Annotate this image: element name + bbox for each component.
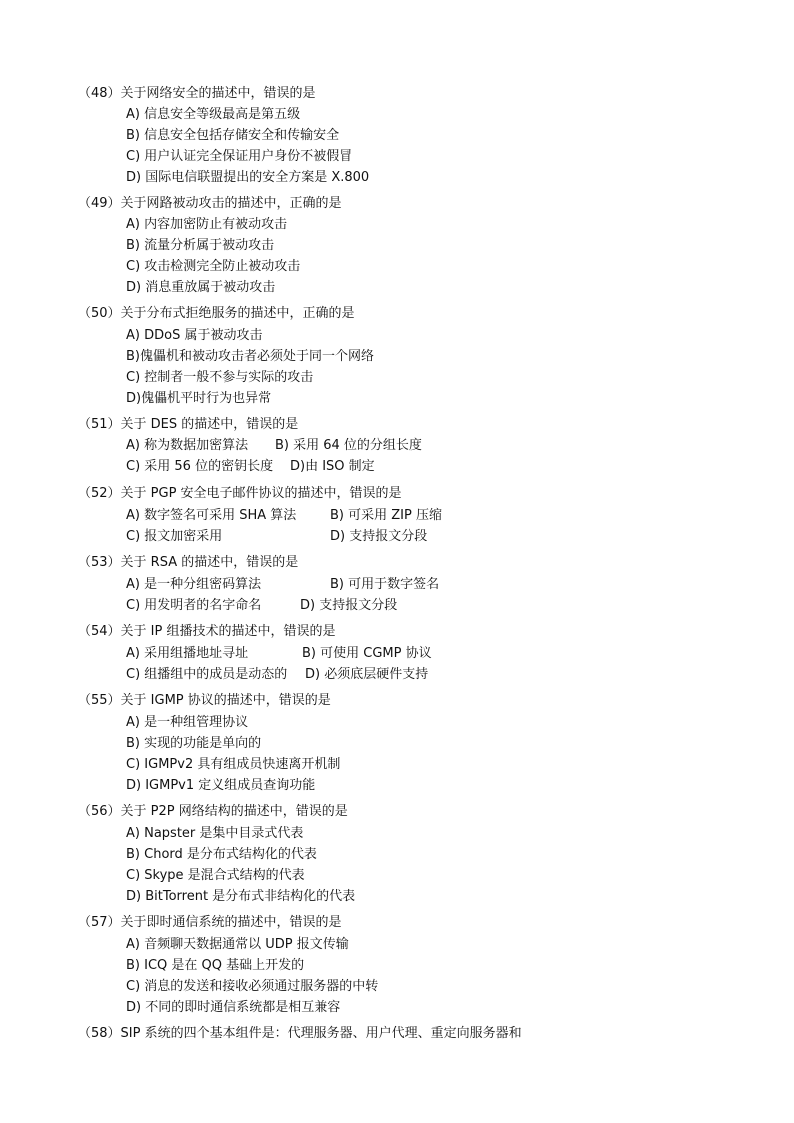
question-56-option-d: D) BitTorrent 是分布式非结构化的代表 bbox=[126, 889, 356, 904]
question-48-option-c: C) 用户认证完全保证用户身份不被假冒 bbox=[126, 149, 353, 164]
question-51-option-a: A) 称为数据加密算法 bbox=[126, 438, 249, 453]
question-53-option-c: C) 用发明者的名字命名 bbox=[126, 598, 262, 613]
question-51-stem: （51）关于 DES 的描述中，错误的是 bbox=[78, 417, 299, 432]
question-49-option-a: A) 内容加密防止有被动攻击 bbox=[126, 217, 288, 232]
question-54-option-b: B) 可使用 CGMP 协议 bbox=[302, 646, 432, 661]
question-57-option-d: D) 不同的即时通信系统都是相互兼容 bbox=[126, 1000, 341, 1015]
question-50-option-d: D)傀儡机平时行为也异常 bbox=[126, 391, 272, 406]
question-57-option-c: C) 消息的发送和接收必须通过服务器的中转 bbox=[126, 979, 379, 994]
question-52-option-a: A) 数字签名可采用 SHA 算法 bbox=[126, 508, 297, 523]
question-57-stem: （57）关于即时通信系统的描述中，错误的是 bbox=[78, 915, 342, 930]
question-56-option-a: A) Napster 是集中目录式代表 bbox=[126, 826, 304, 841]
question-56-option-b: B) Chord 是分布式结构化的代表 bbox=[126, 847, 317, 862]
question-49-option-c: C) 攻击检测完全防止被动攻击 bbox=[126, 259, 301, 274]
question-55-option-d: D) IGMPv1 定义组成员查询功能 bbox=[126, 778, 316, 793]
question-48-stem: （48）关于网络安全的描述中，错误的是 bbox=[78, 86, 316, 101]
question-48-option-a: A) 信息安全等级最高是第五级 bbox=[126, 107, 301, 122]
question-53-option-b: B) 可用于数字签名 bbox=[330, 577, 440, 592]
question-55-option-b: B) 实现的功能是单向的 bbox=[126, 736, 262, 751]
question-51-option-b: B) 采用 64 位的分组长度 bbox=[275, 438, 422, 453]
question-50-option-c: C) 控制者一般不参与实际的攻击 bbox=[126, 370, 314, 385]
question-49-stem: （49）关于网路被动攻击的描述中，正确的是 bbox=[78, 196, 342, 211]
question-52-option-b: B) 可采用 ZIP 压缩 bbox=[330, 508, 442, 523]
question-52-option-c: C) 报文加密采用 bbox=[126, 529, 223, 544]
question-51-option-d: D)由 ISO 制定 bbox=[290, 459, 375, 474]
question-57-option-b: B) ICQ 是在 QQ 基础上开发的 bbox=[126, 958, 305, 973]
question-57-option-a: A) 音频聊天数据通常以 UDP 报文传输 bbox=[126, 937, 349, 952]
question-54-option-c: C) 组播组中的成员是动态的 bbox=[126, 667, 288, 682]
question-53-option-a: A) 是一种分组密码算法 bbox=[126, 577, 262, 592]
question-55-option-c: C) IGMPv2 具有组成员快速离开机制 bbox=[126, 757, 341, 772]
question-56-option-c: C) Skype 是混合式结构的代表 bbox=[126, 868, 305, 883]
question-54-option-a: A) 采用组播地址寻址 bbox=[126, 646, 249, 661]
question-56-stem: （56）关于 P2P 网络结构的描述中，错误的是 bbox=[78, 804, 348, 819]
question-51-option-c: C) 采用 56 位的密钥长度 bbox=[126, 459, 274, 474]
question-50-stem: （50）关于分布式拒绝服务的描述中，正确的是 bbox=[78, 306, 355, 321]
question-54-stem: （54）关于 IP 组播技术的描述中，错误的是 bbox=[78, 624, 336, 639]
question-54-option-d: D) 必须底层硬件支持 bbox=[305, 667, 429, 682]
question-49-option-d: D) 消息重放属于被动攻击 bbox=[126, 280, 276, 295]
question-55-option-a: A) 是一种组管理协议 bbox=[126, 715, 249, 730]
question-55-stem: （55）关于 IGMP 协议的描述中，错误的是 bbox=[78, 693, 331, 708]
question-48-option-b: B) 信息安全包括存储安全和传输安全 bbox=[126, 128, 340, 143]
question-50-option-b: B)傀儡机和被动攻击者必须处于同一个网络 bbox=[126, 349, 374, 364]
question-49-option-b: B) 流量分析属于被动攻击 bbox=[126, 238, 275, 253]
question-48-option-d: D) 国际电信联盟提出的安全方案是 X.800 bbox=[126, 170, 370, 185]
question-53-stem: （53）关于 RSA 的描述中，错误的是 bbox=[78, 555, 299, 570]
question-52-stem: （52）关于 PGP 安全电子邮件协议的描述中，错误的是 bbox=[78, 486, 402, 501]
question-53-option-d: D) 支持报文分段 bbox=[300, 598, 398, 613]
question-52-option-d: D) 支持报文分段 bbox=[330, 529, 428, 544]
question-50-option-a: A) DDoS 属于被动攻击 bbox=[126, 328, 263, 343]
question-58-stem: （58）SIP 系统的四个基本组件是：代理服务器、用户代理、重定向服务器和 bbox=[78, 1026, 522, 1041]
